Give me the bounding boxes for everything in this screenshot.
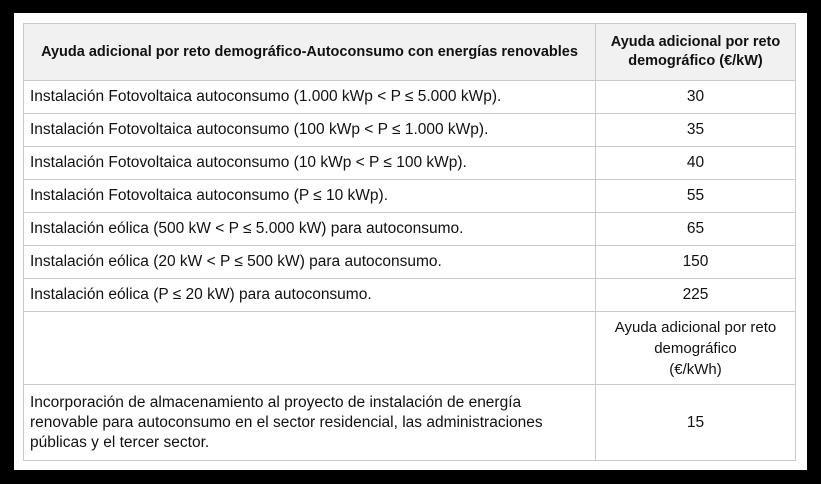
row-value: 65 xyxy=(596,213,796,246)
row-value: 150 xyxy=(596,246,796,279)
subheader-line-3: (€/kWh) xyxy=(669,360,722,378)
table-row xyxy=(24,81,796,114)
subheader-line-1: Ayuda adicional por reto xyxy=(614,318,777,336)
storage-description: Incorporación de almacenamiento al proyecto de instalación de energía renovable para autoconsumo en el sector residencial, las administraciones públicas y el tercer sector. xyxy=(24,385,596,461)
header-aid-per-kw: Ayuda adicional por reto demográfico (€/kW) xyxy=(596,24,796,81)
row-description: Instalación eólica (P ≤ 20 kW) para autoconsumo. xyxy=(24,279,596,312)
storage-subheader-row xyxy=(24,312,796,385)
table-row xyxy=(24,180,796,213)
row-description: Instalación Fotovoltaica autoconsumo (100 kWp < P ≤ 1.000 kWp). xyxy=(24,114,596,147)
row-value: 30 xyxy=(596,81,796,114)
blank-cell xyxy=(24,312,596,385)
row-description: Instalación eólica (20 kW < P ≤ 500 kW) para autoconsumo. xyxy=(24,246,596,279)
row-description: Instalación Fotovoltaica autoconsumo (1.000 kWp < P ≤ 5.000 kWp). xyxy=(24,81,596,114)
row-description: Instalación Fotovoltaica autoconsumo (10 kWp < P ≤ 100 kWp). xyxy=(24,147,596,180)
table-row xyxy=(24,279,796,312)
table-header-row xyxy=(24,24,796,81)
row-value: 225 xyxy=(596,279,796,312)
storage-value: 15 xyxy=(596,385,796,461)
table-row xyxy=(24,213,796,246)
table-row xyxy=(24,147,796,180)
table-row xyxy=(24,114,796,147)
aid-table xyxy=(23,23,796,461)
row-value: 35 xyxy=(596,114,796,147)
row-description: Instalación Fotovoltaica autoconsumo (P ≤ 10 kWp). xyxy=(24,180,596,213)
header-description: Ayuda adicional por reto demográfico-Autoconsumo con energías renovables xyxy=(24,24,596,81)
row-description: Instalación eólica (500 kW < P ≤ 5.000 kW) para autoconsumo. xyxy=(24,213,596,246)
table-row xyxy=(24,246,796,279)
header-aid-per-kwh xyxy=(596,312,796,385)
storage-row xyxy=(24,385,796,461)
row-value: 40 xyxy=(596,147,796,180)
table-container xyxy=(14,13,807,470)
subheader-line-2: demográfico xyxy=(654,339,737,357)
row-value: 55 xyxy=(596,180,796,213)
